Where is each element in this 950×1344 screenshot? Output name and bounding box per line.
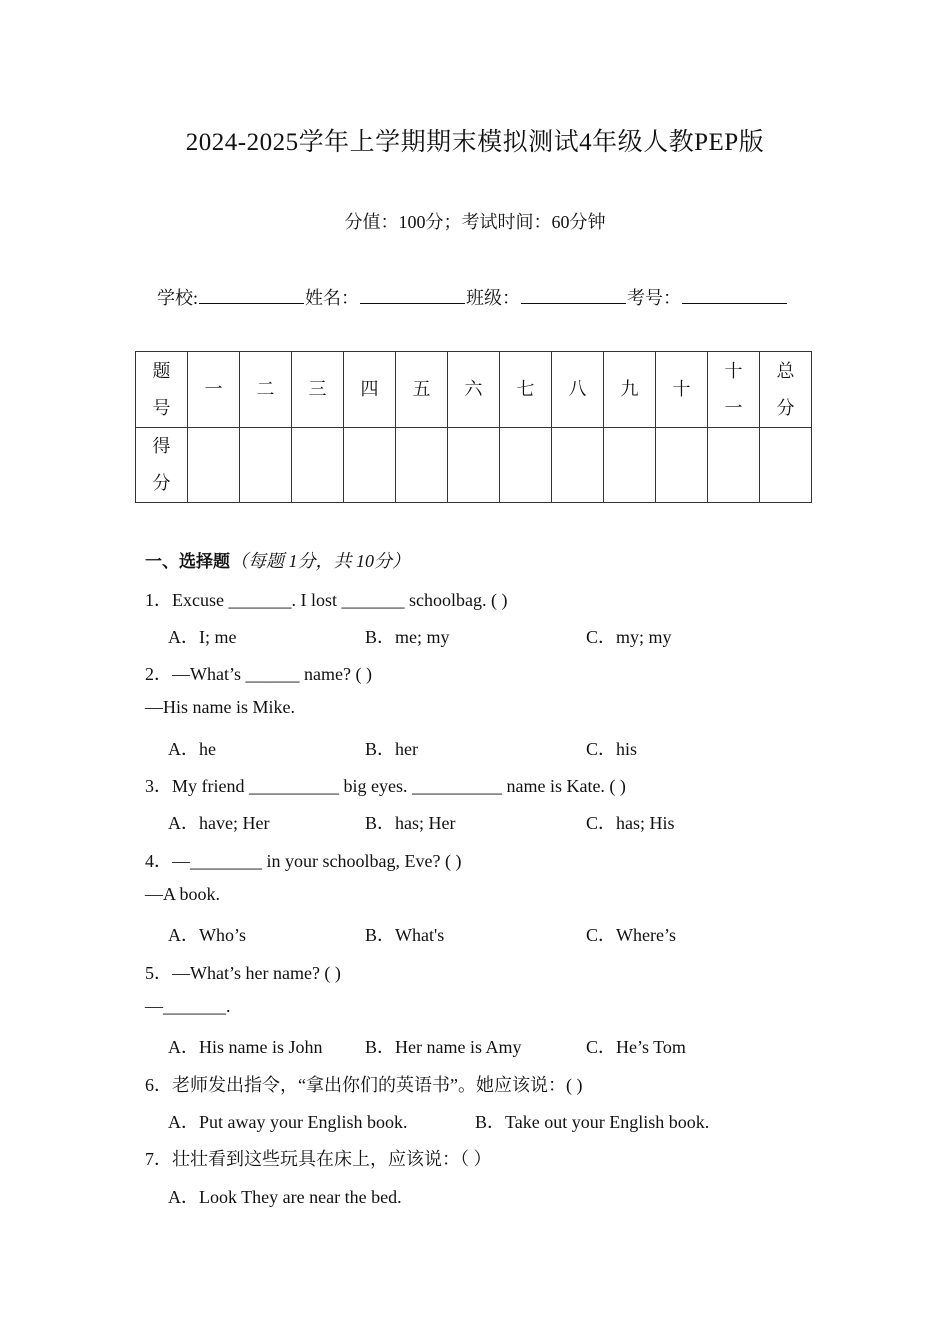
header-label-char: 题 bbox=[152, 360, 171, 381]
score-label-cell bbox=[136, 428, 188, 503]
score-cell[interactable] bbox=[708, 428, 760, 503]
score-table bbox=[135, 351, 812, 503]
column-header-eleven bbox=[708, 352, 760, 428]
option-6a[interactable]: A．Put away your English book. bbox=[168, 1112, 408, 1132]
column-header: 二 bbox=[240, 352, 292, 428]
score-label-char: 分 bbox=[152, 473, 171, 493]
option-4c[interactable]: C．Where’s bbox=[586, 925, 676, 945]
exam-meta: 分值：100分；考试时间：60分钟 bbox=[344, 212, 606, 232]
option-5b[interactable]: B．Her name is Amy bbox=[365, 1037, 522, 1057]
question-1: 1．Excuse _______. I lost _______ schoolbag. ( ) bbox=[145, 590, 508, 610]
option-6b[interactable]: B．Take out your English book. bbox=[475, 1112, 710, 1132]
option-7a[interactable]: A．Look They are near the bed. bbox=[168, 1187, 402, 1207]
option-2a[interactable]: A．he bbox=[168, 739, 216, 759]
question-4: 4．—________ in your schoolbag, Eve? ( ) bbox=[145, 851, 462, 871]
score-cell[interactable] bbox=[500, 428, 552, 503]
column-header: 四 bbox=[344, 352, 396, 428]
column-header-char: 分 bbox=[776, 397, 795, 418]
column-header: 五 bbox=[396, 352, 448, 428]
student-info-line bbox=[157, 284, 788, 310]
option-2c[interactable]: C．his bbox=[586, 739, 638, 759]
option-5c[interactable]: C．He’s Tom bbox=[586, 1037, 686, 1057]
column-header-char: 总 bbox=[776, 360, 795, 381]
question-5: 5．—What’s her name? ( ) bbox=[145, 963, 341, 983]
score-cell[interactable] bbox=[188, 428, 240, 503]
question-7: 7．壮壮看到这些玩具在床上，应该说：（ ） bbox=[145, 1149, 492, 1169]
class-blank[interactable] bbox=[521, 285, 626, 304]
school-blank[interactable] bbox=[199, 285, 304, 304]
option-1b[interactable]: B．me; my bbox=[365, 627, 450, 647]
option-4b[interactable]: B．What's bbox=[365, 925, 445, 945]
school-label: 学校: bbox=[157, 288, 199, 308]
option-4a[interactable]: A．Who’s bbox=[168, 925, 246, 945]
question-3: 3．My friend __________ big eyes. __________ name is Kate. ( ) bbox=[145, 776, 626, 796]
name-blank[interactable] bbox=[360, 285, 465, 304]
number-blank[interactable] bbox=[682, 285, 787, 304]
option-3a[interactable]: A．have; Her bbox=[168, 813, 270, 833]
number-label: 考号： bbox=[627, 288, 682, 308]
column-header: 十 bbox=[656, 352, 708, 428]
score-cell[interactable] bbox=[448, 428, 500, 503]
score-cell[interactable] bbox=[292, 428, 344, 503]
option-2b[interactable]: B．her bbox=[365, 739, 418, 759]
column-header-total bbox=[760, 352, 812, 428]
option-5a[interactable]: A．His name is John bbox=[168, 1037, 323, 1057]
score-cell[interactable] bbox=[240, 428, 292, 503]
question-5-answer: —_______. bbox=[145, 996, 231, 1016]
score-table-score-row bbox=[136, 428, 812, 503]
header-label-char: 号 bbox=[152, 397, 171, 418]
column-header: 三 bbox=[292, 352, 344, 428]
name-label: 姓名： bbox=[305, 288, 360, 308]
question-2: 2．—What’s ______ name? ( ) bbox=[145, 664, 372, 684]
question-6: 6．老师发出指令，“拿出你们的英语书”。她应该说：( ) bbox=[145, 1075, 583, 1095]
column-header: 一 bbox=[188, 352, 240, 428]
column-header: 七 bbox=[500, 352, 552, 428]
page-title: 2024-2025学年上学期期末模拟测试4年级人教PEP版 bbox=[185, 129, 765, 156]
option-3c[interactable]: C．has; His bbox=[586, 813, 675, 833]
score-label-char: 得 bbox=[152, 436, 171, 456]
section-note: （每题 1分，共 10分） bbox=[230, 551, 410, 571]
column-header: 六 bbox=[448, 352, 500, 428]
score-cell[interactable] bbox=[344, 428, 396, 503]
class-label: 班级： bbox=[466, 288, 521, 308]
header-label-cell bbox=[136, 352, 188, 428]
score-table-header-row bbox=[136, 352, 812, 428]
score-cell[interactable] bbox=[760, 428, 812, 503]
score-cell[interactable] bbox=[656, 428, 708, 503]
question-4-answer: —A book. bbox=[145, 884, 221, 904]
column-header: 九 bbox=[604, 352, 656, 428]
score-cell[interactable] bbox=[604, 428, 656, 503]
option-1a[interactable]: A．I; me bbox=[168, 627, 237, 647]
option-1c[interactable]: C．my; my bbox=[586, 627, 672, 647]
score-cell[interactable] bbox=[396, 428, 448, 503]
question-2-answer: —His name is Mike. bbox=[145, 697, 295, 717]
column-header: 八 bbox=[552, 352, 604, 428]
section-title: 一、选择题 bbox=[145, 552, 230, 572]
score-cell[interactable] bbox=[552, 428, 604, 503]
column-header-char: 一 bbox=[724, 397, 743, 418]
section-heading bbox=[145, 547, 410, 573]
column-header-char: 十 bbox=[724, 360, 743, 381]
option-3b[interactable]: B．has; Her bbox=[365, 813, 456, 833]
